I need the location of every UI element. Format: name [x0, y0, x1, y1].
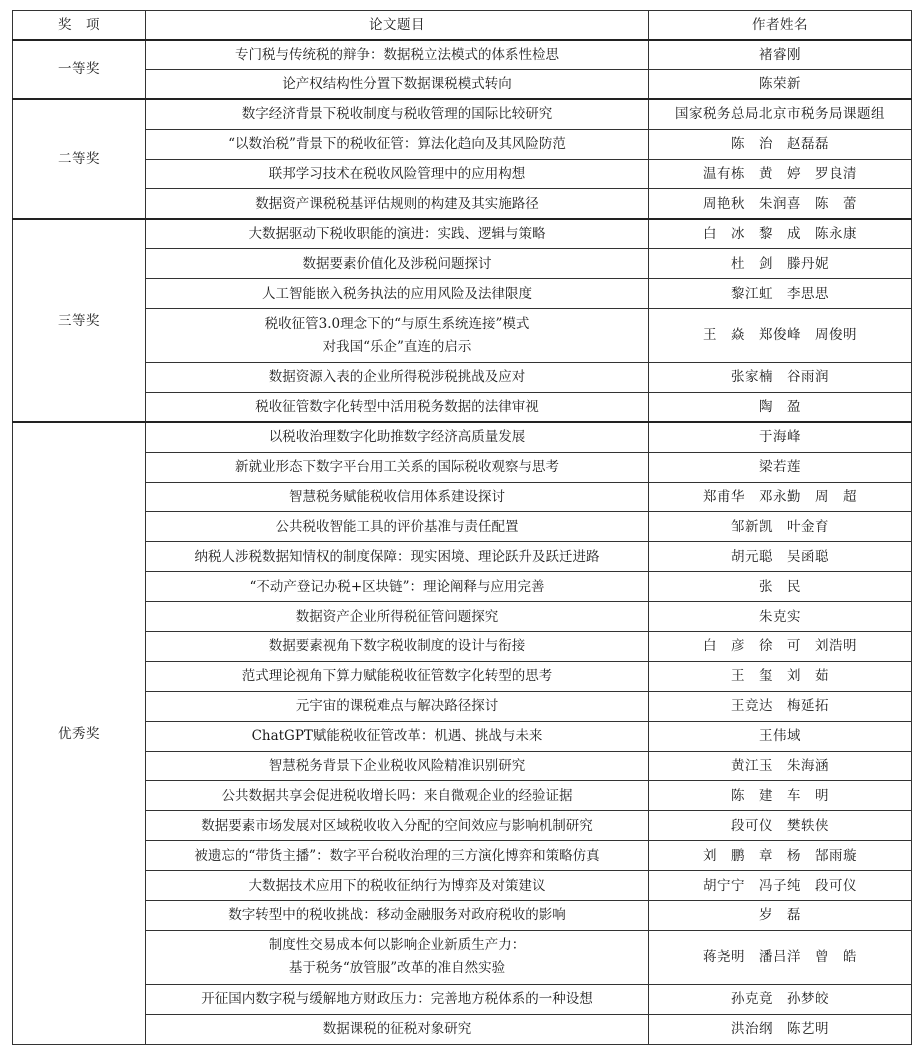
- paper-title-cell: 开征国内数字税与缓解地方财政压力：完善地方税体系的一种设想: [146, 984, 649, 1014]
- table-body: [13, 40, 912, 1045]
- paper-title-cell: 智慧税务背景下企业税收风险精准识别研究: [146, 751, 649, 781]
- paper-title-cell: 数据资源入表的企业所得税涉税挑战及应对: [146, 363, 649, 393]
- author-cell: 王伟域: [649, 721, 912, 751]
- header-author: 作者姓名: [649, 11, 912, 40]
- author-cell: 张 民: [649, 572, 912, 602]
- author-cell: 陈荣新: [649, 69, 912, 99]
- author-cell: 白 冰 黎 成 陈永康: [649, 219, 912, 249]
- author-cell: 孙克竟 孙梦皎: [649, 984, 912, 1014]
- table-row: [13, 309, 912, 363]
- author-cell: 陈 治 赵磊磊: [649, 129, 912, 159]
- award-table: [12, 10, 912, 1045]
- paper-title-cell: 范式理论视角下算力赋能税收征管数字化转型的思考: [146, 661, 649, 691]
- table-row: [13, 69, 912, 99]
- paper-title-cell: ChatGPT赋能税收征管改革：机遇、挑战与未来: [146, 721, 649, 751]
- author-cell: 邹新凯 叶金育: [649, 512, 912, 542]
- table-row: [13, 279, 912, 309]
- table-row: [13, 482, 912, 512]
- table-row: [13, 249, 912, 279]
- table-row: [13, 984, 912, 1014]
- paper-title-cell: 数字转型中的税收挑战：移动金融服务对政府税收的影响: [146, 901, 649, 931]
- table-row: [13, 632, 912, 662]
- award-level-cell: 优秀奖: [13, 422, 146, 1044]
- award-level-cell: 一等奖: [13, 40, 146, 100]
- header-award: 奖 项: [13, 11, 146, 40]
- table-row: [13, 512, 912, 542]
- table-row: [13, 40, 912, 70]
- author-cell: 陶 盈: [649, 392, 912, 422]
- author-cell: 黄江玉 朱海涵: [649, 751, 912, 781]
- paper-title-cell: 数据课税的征税对象研究: [146, 1014, 649, 1044]
- paper-title-cell: 以税收治理数字化助推数字经济高质量发展: [146, 422, 649, 452]
- table-row: [13, 602, 912, 632]
- header-title: 论文题目: [146, 11, 649, 40]
- author-cell: 温有栋 黄 婷 罗良清: [649, 159, 912, 189]
- author-cell: 梁若莲: [649, 452, 912, 482]
- table-row: [13, 572, 912, 602]
- table-row: [13, 392, 912, 422]
- paper-title-cell: 新就业形态下数字平台用工关系的国际税收观察与思考: [146, 452, 649, 482]
- paper-title-line: 税收征管3.0理念下的“与原生系统连接”模式: [264, 315, 530, 332]
- author-cell: 陈 建 车 明: [649, 781, 912, 811]
- table-row: [13, 930, 912, 984]
- author-cell: 王竞达 梅延拓: [649, 691, 912, 721]
- paper-title-cell: 联邦学习技术在税收风险管理中的应用构想: [146, 159, 649, 189]
- award-level-cell: 三等奖: [13, 219, 146, 422]
- author-cell: 朱克实: [649, 602, 912, 632]
- paper-title-cell: 公共税收智能工具的评价基准与责任配置: [146, 512, 649, 542]
- author-cell: 褚睿刚: [649, 40, 912, 70]
- author-cell: 张家楠 谷雨润: [649, 363, 912, 393]
- author-cell: 洪治纲 陈艺明: [649, 1014, 912, 1044]
- award-level-cell: 二等奖: [13, 99, 146, 219]
- paper-title-cell: [146, 309, 649, 363]
- table-row: [13, 452, 912, 482]
- paper-title-cell: 公共数据共享会促进税收增长吗：来自微观企业的经验证据: [146, 781, 649, 811]
- author-cell: 胡元聪 吴函聪: [649, 542, 912, 572]
- paper-title-cell: 数据要素市场发展对区域税收收入分配的空间效应与影响机制研究: [146, 811, 649, 841]
- author-cell: 郑甫华 邓永勤 周 超: [649, 482, 912, 512]
- table-row: [13, 781, 912, 811]
- paper-title-cell: 数据资产课税税基评估规则的构建及其实施路径: [146, 189, 649, 219]
- author-cell: 王 玺 刘 茹: [649, 661, 912, 691]
- paper-title-cell: 论产权结构性分置下数据课税模式转向: [146, 69, 649, 99]
- table-row: [13, 363, 912, 393]
- paper-title-line: 制度性交易成本何以影响企业新质生产力：: [268, 937, 526, 954]
- table-row: [13, 811, 912, 841]
- table-row: [13, 841, 912, 871]
- paper-title-cell: 数据要素价值化及涉税问题探讨: [146, 249, 649, 279]
- table-row: [13, 901, 912, 931]
- table-row: [13, 422, 912, 452]
- author-cell: 杜 剑 滕丹妮: [649, 249, 912, 279]
- table-row: [13, 129, 912, 159]
- author-cell: 蒋尧明 潘吕洋 曾 皓: [649, 930, 912, 984]
- table-row: [13, 1014, 912, 1044]
- paper-title-line: 对我国“乐企”直连的启示: [322, 338, 472, 355]
- paper-title-cell: 大数据技术应用下的税收征纳行为博弈及对策建议: [146, 871, 649, 901]
- table-row: [13, 159, 912, 189]
- header-row: [13, 11, 912, 40]
- author-cell: 于海峰: [649, 422, 912, 452]
- paper-title-cell: 纳税人涉税数据知情权的制度保障：现实困境、理论跃升及跃迁进路: [146, 542, 649, 572]
- table-row: [13, 721, 912, 751]
- paper-title-cell: 税收征管数字化转型中活用税务数据的法律审视: [146, 392, 649, 422]
- author-cell: 胡宁宁 冯子纯 段可仪: [649, 871, 912, 901]
- paper-title-cell: [146, 930, 649, 984]
- paper-title-cell: 智慧税务赋能税收信用体系建设探讨: [146, 482, 649, 512]
- paper-title-cell: “以数治税”背景下的税收征管：算法化趋向及其风险防范: [146, 129, 649, 159]
- author-cell: 刘 鹏 章 杨 郜雨璇: [649, 841, 912, 871]
- paper-title-cell: 元宇宙的课税难点与解决路径探讨: [146, 691, 649, 721]
- paper-title-cell: 人工智能嵌入税务执法的应用风险及法律限度: [146, 279, 649, 309]
- author-cell: 段可仪 樊轶侠: [649, 811, 912, 841]
- table-row: [13, 219, 912, 249]
- author-cell: 周艳秋 朱润喜 陈 蕾: [649, 189, 912, 219]
- paper-title-cell: “不动产登记办税+区块链”：理论阐释与应用完善: [146, 572, 649, 602]
- paper-title-line: 基于税务“放管服”改革的准自然实验: [288, 960, 506, 977]
- table-row: [13, 99, 912, 129]
- paper-title-cell: 数据资产企业所得税征管问题探究: [146, 602, 649, 632]
- table-row: [13, 871, 912, 901]
- table-row: [13, 542, 912, 572]
- author-cell: 王 焱 郑俊峰 周俊明: [649, 309, 912, 363]
- table-row: [13, 751, 912, 781]
- paper-title-cell: 专门税与传统税的辩争：数据税立法模式的体系性检思: [146, 40, 649, 70]
- author-cell: 白 彦 徐 可 刘浩明: [649, 632, 912, 662]
- paper-title-cell: 被遗忘的“带货主播”：数字平台税收治理的三方演化博弈和策略仿真: [146, 841, 649, 871]
- author-cell: 岁 磊: [649, 901, 912, 931]
- author-cell: 黎江虹 李思思: [649, 279, 912, 309]
- table-row: [13, 189, 912, 219]
- author-cell: 国家税务总局北京市税务局课题组: [649, 99, 912, 129]
- paper-title-cell: 大数据驱动下税收职能的演进：实践、逻辑与策略: [146, 219, 649, 249]
- paper-title-cell: 数据要素视角下数字税收制度的设计与衔接: [146, 632, 649, 662]
- table-row: [13, 691, 912, 721]
- paper-title-cell: 数字经济背景下税收制度与税收管理的国际比较研究: [146, 99, 649, 129]
- table-row: [13, 661, 912, 691]
